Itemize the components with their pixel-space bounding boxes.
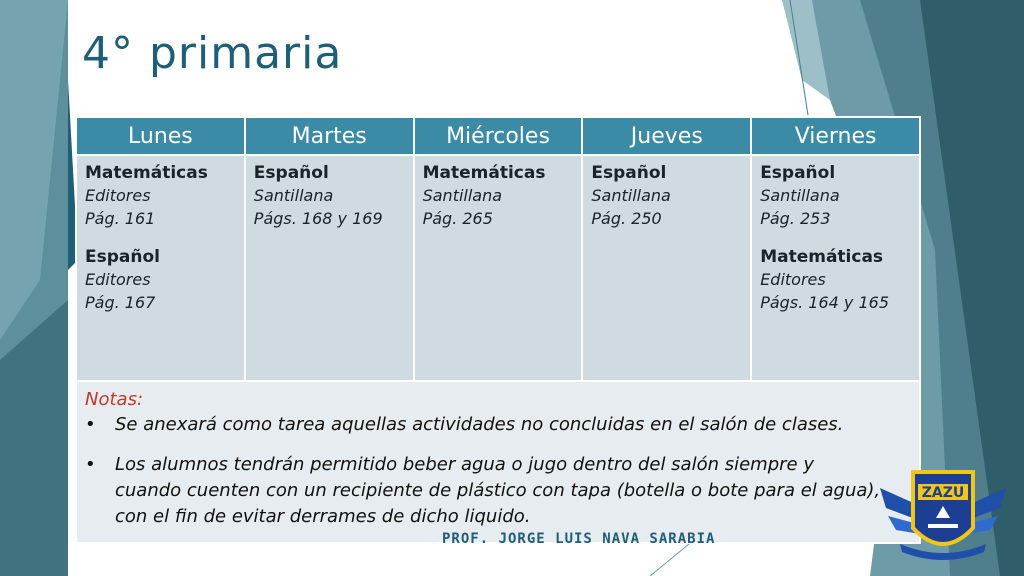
day-header-martes: Martes xyxy=(245,117,414,155)
page-reference: Pág. 265 xyxy=(422,209,493,228)
note-text: Los alumnos tendrán permitido beber agua o jugo dentro del salón siempre y cuando cuenten con un recipiente de plástico con tapa (botella o bote para el agua), con el fin de evitar derrames de dicho liquido. xyxy=(115,454,881,527)
publisher: Santillana xyxy=(253,186,334,205)
logo-text: ZAZU xyxy=(921,485,965,501)
day-header-viernes: Viernes xyxy=(751,117,920,155)
weekly-schedule-table xyxy=(75,116,921,544)
bullet-icon: • xyxy=(85,414,96,435)
subject-name: Matemáticas xyxy=(760,247,884,267)
day-header-jueves: Jueves xyxy=(582,117,751,155)
subject-name: Matemáticas xyxy=(422,163,546,183)
cell-jueves xyxy=(582,155,751,381)
bullet-icon: • xyxy=(85,454,96,475)
cell-viernes xyxy=(751,155,920,381)
publisher: Editores xyxy=(85,186,151,205)
slide-title: 4° primaria xyxy=(82,28,343,79)
page-reference: Pág. 167 xyxy=(85,293,156,312)
page-reference: Pág. 161 xyxy=(85,209,156,228)
cell-lunes xyxy=(76,155,245,381)
cell-miercoles xyxy=(414,155,583,381)
publisher: Editores xyxy=(85,270,151,289)
page-reference: Pág. 250 xyxy=(591,209,662,228)
subject-name: Matemáticas xyxy=(85,163,208,183)
publisher: Santillana xyxy=(760,186,840,205)
teacher-name-footer: PROF. JORGE LUIS NAVA SARABIA xyxy=(442,531,716,547)
note-item xyxy=(85,412,911,438)
notes-cell xyxy=(76,381,920,543)
subject-name: Español xyxy=(253,163,329,183)
subject-name: Español xyxy=(85,247,160,267)
page-reference: Pág. 253 xyxy=(760,209,831,228)
page-reference: Págs. 168 y 169 xyxy=(253,209,383,228)
table-row xyxy=(76,155,920,381)
note-item xyxy=(85,452,911,530)
notes-label: Notas: xyxy=(85,389,144,410)
cell-martes xyxy=(245,155,414,381)
subject-name: Español xyxy=(760,163,836,183)
publisher: Editores xyxy=(760,270,826,289)
publisher: Santillana xyxy=(422,186,503,205)
day-header-lunes: Lunes xyxy=(76,117,245,155)
page-reference: Págs. 164 y 165 xyxy=(760,293,890,312)
note-text: Se anexará como tarea aquellas actividades no concluidas en el salón de clases. xyxy=(115,414,844,435)
publisher: Santillana xyxy=(591,186,671,205)
table-header-row xyxy=(76,117,920,155)
subject-name: Español xyxy=(591,163,667,183)
day-header-miercoles: Miércoles xyxy=(414,117,583,155)
school-crest-icon xyxy=(880,458,1006,570)
notes-row xyxy=(76,381,920,543)
